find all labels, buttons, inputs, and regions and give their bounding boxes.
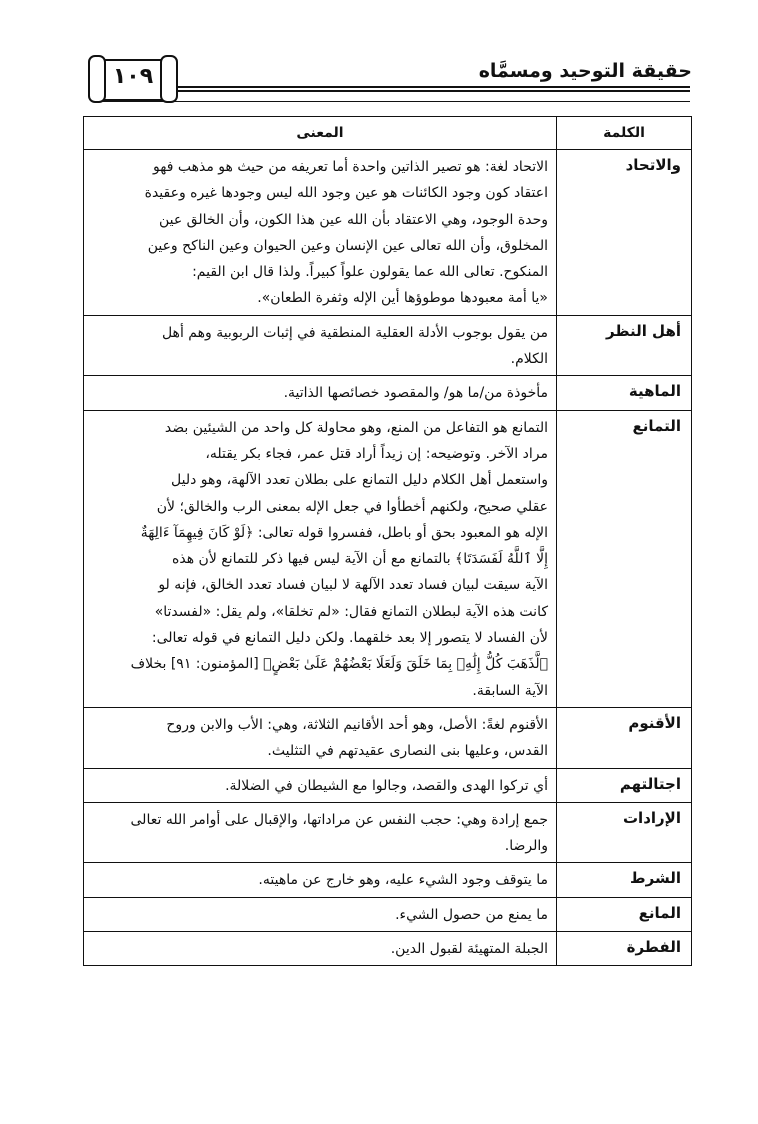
header-rule-top bbox=[96, 86, 690, 88]
meaning-cell bbox=[84, 707, 557, 768]
table-row bbox=[84, 802, 692, 863]
meaning-line: القدس، وعليها بنى النصارى عقيدتهم في التثليث. bbox=[267, 743, 548, 760]
meaning-line: ما يمنع من حصول الشيء. bbox=[395, 906, 548, 923]
header-term: الكلمة bbox=[557, 117, 692, 150]
term-cell: الأقنوم bbox=[557, 707, 692, 768]
page-header bbox=[0, 0, 758, 110]
header-rule-bottom bbox=[96, 101, 690, 102]
meaning-line: الآية السابقة. bbox=[472, 682, 548, 699]
meaning-line: مأخوذة من/ما هو/ والمقصود خصائصها الذاتية. bbox=[283, 385, 548, 402]
term-cell: الماهية bbox=[557, 376, 692, 410]
meaning-cell bbox=[84, 150, 557, 316]
term-cell: اجتالتهم bbox=[557, 768, 692, 802]
term-cell: التمانع bbox=[557, 410, 692, 707]
meaning-line: الآية سيقت لبيان فساد تعدد الآلهة لا لبيان فساد تعدد الخالق، فإنه لو bbox=[158, 577, 548, 594]
meaning-cell bbox=[84, 802, 557, 863]
meaning-line: واستعمل أهل الكلام دليل التمانع على بطلان تعدد الآلهة، وهو دليل bbox=[171, 472, 548, 489]
meaning-line: اعتقاد كون وجود الكائنات هو عين وجود الله ليس وجودها غيره وعقيدة bbox=[144, 185, 548, 202]
table-row bbox=[84, 376, 692, 410]
meaning-line: عقلي صحيح، ولكنهم أخطأوا في جعل الإله بمعنى الرب والخالق؛ لأن bbox=[156, 498, 548, 515]
page-number: ١٠٩ bbox=[112, 64, 154, 89]
meaning-line: الجبلة المتهيئة لقبول الدين. bbox=[390, 941, 548, 958]
table-row bbox=[84, 150, 692, 316]
table-row bbox=[84, 410, 692, 707]
term-cell: الإرادات bbox=[557, 802, 692, 863]
meaning-cell bbox=[84, 897, 557, 931]
meaning-line: أي تركوا الهدى والقصد، وجالوا مع الشيطان في الضلالة. bbox=[225, 777, 548, 794]
page-number-scroll bbox=[88, 55, 178, 101]
meaning-line: ﴿لَّذَهَبَ كُلُّ إِلَٰهِۭ بِمَا خَلَقَ وَلَعَلَا بَعْضُهُمْ عَلَىٰ بَعْضٍ﴾ [المؤمنون: ٩١] بخلاف bbox=[130, 656, 548, 673]
meaning-line: المخلوق، وأن الله تعالى عين الإنسان وعين الحيوان وعين الناكح وعين bbox=[147, 237, 548, 254]
meaning-cell bbox=[84, 315, 557, 376]
table-row bbox=[84, 897, 692, 931]
meaning-cell bbox=[84, 410, 557, 707]
book-title: حقيقة التوحيد ومسمَّاه bbox=[478, 60, 692, 82]
table-body bbox=[84, 150, 692, 966]
meaning-line: المنكوح. تعالى الله عما يقولون علواً كبيراً. ولذا قال ابن القيم: bbox=[192, 264, 548, 281]
meaning-line: «يا أمة معبودها موطوؤها أين الإله وثفرة الطعان». bbox=[257, 290, 548, 307]
meaning-line: كانت هذه الآية لبطلان التمانع فقال: «لم تخلقا»، ولم يقل: «لفسدتا» bbox=[154, 603, 548, 620]
term-cell: أهل النظر bbox=[557, 315, 692, 376]
term-cell: الشرط bbox=[557, 863, 692, 897]
table-row bbox=[84, 707, 692, 768]
meaning-line: إِلَّا ٱللَّهُ لَفَسَدَتَا﴾ بالتمانع مع أن الآية ليس فيها ذكر للتمانع لأن هذه bbox=[172, 551, 548, 568]
meaning-line: الكلام. bbox=[510, 351, 548, 368]
meaning-line: التمانع هو التفاعل من المنع، وهو محاولة كل واحد من الشيئين بضد bbox=[164, 419, 548, 436]
meaning-line: مراد الآخر. وتوضيحه: إن زيداً أراد قتل عمر، فجاء بكر يقتله، bbox=[205, 445, 548, 462]
meaning-line: الأقنوم لغةً: الأصل، وهو أحد الأقانيم الثلاثة، وهي: الأب والابن وروح bbox=[166, 716, 548, 733]
term-cell: المانع bbox=[557, 897, 692, 931]
meaning-line: من يقول بوجوب الأدلة العقلية المنطقية في إثبات الربوبية وهم أهل bbox=[161, 324, 548, 341]
meaning-cell bbox=[84, 768, 557, 802]
meaning-line: وحدة الوجود، وهي الاعتقاد بأن الله عين هذا الكون، وأن الخالق عين bbox=[158, 211, 548, 228]
meaning-line: الاتحاد لغة: هو تصير الذاتين واحدة أما تعريفه من حيث هو مذهب فهو bbox=[153, 159, 548, 175]
header-meaning: المعنى bbox=[84, 117, 557, 150]
table-row bbox=[84, 863, 692, 897]
meaning-line: لأن الفساد لا يتصور إلا بعد خلقهما. ولكن دليل التمانع في قوله تعالى: bbox=[151, 630, 548, 647]
glossary-table bbox=[83, 116, 692, 966]
term-cell: الفطرة bbox=[557, 932, 692, 966]
table-row bbox=[84, 768, 692, 802]
meaning-cell bbox=[84, 376, 557, 410]
meaning-line: ما يتوقف وجود الشيء عليه، وهو خارج عن ماهيته. bbox=[258, 872, 548, 889]
meaning-line: الإله هو المعبود بحق أو باطل، ففسروا قوله تعالى: ﴿لَوْ كَانَ فِيهِمَآ ءَالِهَةٌ bbox=[140, 524, 548, 541]
meaning-cell bbox=[84, 863, 557, 897]
meaning-cell bbox=[84, 932, 557, 966]
meaning-line: جمع إرادة وهي: حجب النفس عن مراداتها، والإقبال على أوامر الله تعالى bbox=[130, 811, 548, 828]
table-row bbox=[84, 932, 692, 966]
term-cell: والاتحاد bbox=[557, 150, 692, 316]
table-header-row bbox=[84, 117, 692, 150]
header-rule-top-double bbox=[96, 90, 690, 92]
table-row bbox=[84, 315, 692, 376]
meaning-line: والرضا. bbox=[504, 838, 548, 855]
